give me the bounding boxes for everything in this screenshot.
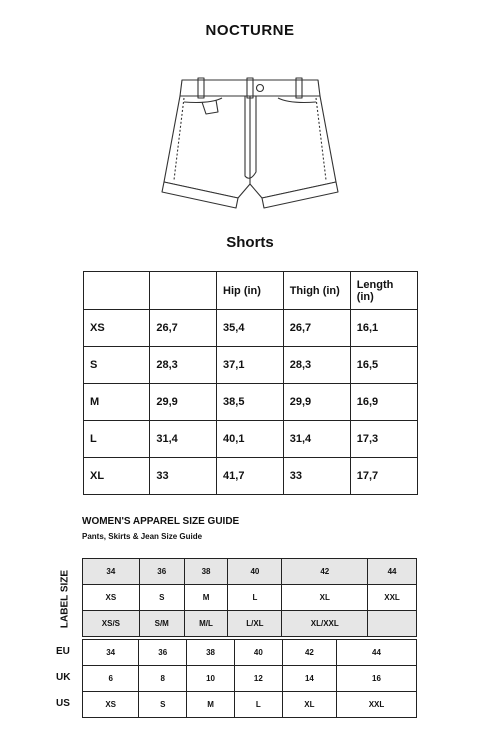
thigh-cell: 28,3 — [283, 347, 350, 384]
table-row — [83, 692, 417, 718]
table-row — [84, 347, 418, 384]
size-cell: XS — [84, 310, 150, 347]
table-row — [83, 666, 417, 692]
table-row — [83, 559, 417, 585]
value-cell: 33 — [150, 458, 217, 495]
table-cell: 14 — [282, 666, 336, 692]
table-cell: 16 — [337, 666, 417, 692]
table-cell: 12 — [234, 666, 282, 692]
label-size-text: LABEL SIZE — [59, 569, 71, 629]
hip-cell: 38,5 — [217, 384, 284, 421]
region-label-uk: UK — [56, 672, 71, 683]
table-cell: 6 — [83, 666, 139, 692]
length-cell: 17,7 — [350, 458, 417, 495]
table-cell: XXL — [368, 585, 417, 611]
shorts-illustration — [150, 72, 350, 217]
thigh-cell: 26,7 — [283, 310, 350, 347]
length-cell: 16,9 — [350, 384, 417, 421]
header-cell — [84, 272, 150, 310]
size-cell: M — [84, 384, 150, 421]
table-row — [83, 611, 417, 637]
table-cell: 34 — [83, 559, 140, 585]
table-cell: 44 — [368, 559, 417, 585]
table-cell: M/L — [184, 611, 228, 637]
label-size-caption — [52, 560, 78, 638]
value-cell: 26,7 — [150, 310, 217, 347]
table-cell: 8 — [139, 666, 187, 692]
table-row — [84, 384, 418, 421]
size-cell: L — [84, 421, 150, 458]
table-row — [84, 458, 418, 495]
measurement-header-row — [84, 272, 418, 310]
table-cell: 10 — [187, 666, 235, 692]
thigh-cell: 29,9 — [283, 384, 350, 421]
brand-title: NOCTURNE — [205, 22, 295, 39]
table-cell: 36 — [139, 559, 184, 585]
hip-cell: 35,4 — [217, 310, 284, 347]
size-cell: XL — [84, 458, 150, 495]
value-cell: 28,3 — [150, 347, 217, 384]
table-cell: 38 — [187, 640, 235, 666]
table-cell: L — [228, 585, 282, 611]
label-size-table — [82, 558, 417, 637]
table-cell: 40 — [234, 640, 282, 666]
region-label-us: US — [56, 698, 70, 709]
table-cell: S — [139, 692, 187, 718]
table-cell: XS — [83, 585, 140, 611]
table-cell: XL/XXL — [282, 611, 368, 637]
hip-cell: 37,1 — [217, 347, 284, 384]
thigh-cell: 31,4 — [283, 421, 350, 458]
length-cell: 16,1 — [350, 310, 417, 347]
region-label-eu: EU — [56, 646, 70, 657]
header-thigh: Thigh (in) — [283, 272, 350, 310]
table-cell: M — [187, 692, 235, 718]
table-cell: S/M — [139, 611, 184, 637]
header-cell — [150, 272, 217, 310]
table-cell: XS/S — [83, 611, 140, 637]
table-cell: 38 — [184, 559, 228, 585]
length-cell: 17,3 — [350, 421, 417, 458]
measurement-table — [83, 271, 418, 495]
hip-cell: 41,7 — [217, 458, 284, 495]
region-size-table — [82, 639, 417, 718]
thigh-cell: 33 — [283, 458, 350, 495]
header-length: Length (in) — [350, 272, 417, 310]
table-row — [83, 585, 417, 611]
table-cell: L/XL — [228, 611, 282, 637]
table-cell: L — [234, 692, 282, 718]
table-cell: XXL — [337, 692, 417, 718]
table-cell: 34 — [83, 640, 139, 666]
value-cell: 31,4 — [150, 421, 217, 458]
value-cell: 29,9 — [150, 384, 217, 421]
table-cell — [368, 611, 417, 637]
table-cell: XL — [282, 692, 336, 718]
length-cell: 16,5 — [350, 347, 417, 384]
table-cell: XS — [83, 692, 139, 718]
table-cell: 42 — [282, 559, 368, 585]
hip-cell: 40,1 — [217, 421, 284, 458]
table-cell: 44 — [337, 640, 417, 666]
table-row — [84, 421, 418, 458]
table-cell: 40 — [228, 559, 282, 585]
size-guide-title: WOMEN'S APPAREL SIZE GUIDE — [82, 516, 240, 527]
size-guide-subtitle: Pants, Skirts & Jean Size Guide — [82, 532, 203, 541]
header-hip: Hip (in) — [217, 272, 284, 310]
table-cell: M — [184, 585, 228, 611]
table-cell: 42 — [282, 640, 336, 666]
table-cell: XL — [282, 585, 368, 611]
table-cell: 36 — [139, 640, 187, 666]
table-row — [83, 640, 417, 666]
size-cell: S — [84, 347, 150, 384]
product-title: Shorts — [226, 234, 274, 251]
table-cell: S — [139, 585, 184, 611]
table-row — [84, 310, 418, 347]
